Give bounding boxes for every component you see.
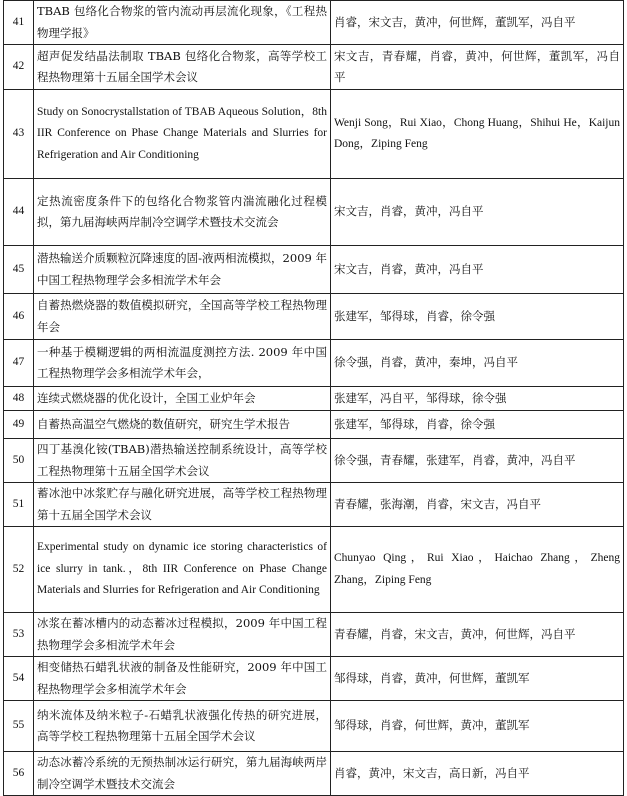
table-row — [4, 246, 624, 294]
paper-title: 冰浆在蓄冰槽内的动态蓄冰过程模拟，2009 年中国工程热物理学会多相流学术年会 — [34, 613, 331, 657]
paper-title: Experimental study on dynamic ice storing characteristics of ice slurry in tank.，8th IIR Conference on Phase Change Materials and Slurries for Refrigeration and Air Conditioning — [34, 527, 331, 613]
paper-authors: 张建军，冯自平，邹得球，徐令强 — [331, 387, 624, 411]
row-number: 50 — [4, 439, 34, 483]
table-row — [4, 613, 624, 657]
paper-authors: 徐令强，青春耀，张建军，肖睿，黄冲，冯自平 — [331, 439, 624, 483]
table-row — [4, 411, 624, 439]
table-row — [4, 90, 624, 179]
paper-authors: 张建军，邹得球，肖睿，徐令强 — [331, 294, 624, 340]
table-row — [4, 387, 624, 411]
table-row — [4, 483, 624, 527]
paper-authors: 宋文吉，青春耀，肖睿，黄冲，何世辉，董凯军，冯自平 — [331, 45, 624, 90]
row-number: 56 — [4, 752, 34, 796]
paper-title: 动态冰蓄冷系统的无预热制冰运行研究，第九届海峡两岸制冷空调学术暨技术交流会 — [34, 752, 331, 796]
table-row — [4, 527, 624, 613]
table-row — [4, 1, 624, 45]
paper-authors: 肖睿，黄冲，宋文吉，高日新，冯自平 — [331, 752, 624, 796]
paper-authors: 青春耀，张海潮，肖睿，宋文吉，冯自平 — [331, 483, 624, 527]
table-row — [4, 45, 624, 90]
row-number: 55 — [4, 701, 34, 752]
row-number: 51 — [4, 483, 34, 527]
table-row — [4, 701, 624, 752]
row-number: 52 — [4, 527, 34, 613]
paper-title: 四丁基溴化铵(TBAB)潜热输送控制系统设计，高等学校工程热物理第十五届全国学术会议 — [34, 439, 331, 483]
paper-title: 连续式燃烧器的优化设计，全国工业炉年会 — [34, 387, 331, 411]
paper-authors: Chunyao Qing，Rui Xiao，Haichao Zhang，Zheng Zhang，Ziping Feng — [331, 527, 624, 613]
row-number: 46 — [4, 294, 34, 340]
paper-authors: 肖睿，宋文吉，黄冲，何世辉，董凯军，冯自平 — [331, 1, 624, 45]
paper-title: 自蓄热高温空气燃烧的数值研究，研究生学术报告 — [34, 411, 331, 439]
paper-title: 纳米流体及纳米粒子-石蜡乳状液强化传热的研究进展，高等学校工程热物理第十五届全国学术会议 — [34, 701, 331, 752]
paper-title: 蓄冰池中冰浆贮存与融化研究进展，高等学校工程热物理第十五届全国学术会议 — [34, 483, 331, 527]
row-number: 47 — [4, 340, 34, 387]
paper-authors: 徐令强，肖睿，黄冲，秦坤，冯自平 — [331, 340, 624, 387]
paper-authors: 宋文吉，肖睿，黄冲，冯自平 — [331, 246, 624, 294]
paper-authors: Wenji Song，Rui Xiao，Chong Huang，Shihui He，Kaijun Dong，Ziping Feng — [331, 90, 624, 179]
paper-authors: 宋文吉，肖睿，黄冲，冯自平 — [331, 179, 624, 246]
row-number: 42 — [4, 45, 34, 90]
row-number: 44 — [4, 179, 34, 246]
paper-authors: 邹得球，肖睿，何世辉，黄冲，董凯军 — [331, 701, 624, 752]
publication-table — [3, 0, 624, 796]
row-number: 49 — [4, 411, 34, 439]
paper-authors: 张建军，邹得球，肖睿，徐令强 — [331, 411, 624, 439]
paper-title: 潜热输送介质颗粒沉降速度的固-液两相流模拟，2009 年中国工程热物理学会多相流学术年会 — [34, 246, 331, 294]
paper-title: TBAB 包络化合物浆的管内流动再层流化现象，《工程热物理学报》 — [34, 1, 331, 45]
table-row — [4, 752, 624, 796]
paper-authors: 青春耀，肖睿，宋文吉，黄冲，何世辉，冯自平 — [331, 613, 624, 657]
paper-authors: 邹得球，肖睿，黄冲，何世辉，董凯军 — [331, 657, 624, 701]
paper-title: 自蓄热燃烧器的数值模拟研究，全国高等学校工程热物理年会 — [34, 294, 331, 340]
table-row — [4, 179, 624, 246]
row-number: 48 — [4, 387, 34, 411]
table-row — [4, 294, 624, 340]
row-number: 45 — [4, 246, 34, 294]
paper-title: 一种基于模糊逻辑的两相流温度测控方法. 2009 年中国工程热物理学会多相流学术年会， — [34, 340, 331, 387]
row-number: 53 — [4, 613, 34, 657]
table-row — [4, 657, 624, 701]
row-number: 54 — [4, 657, 34, 701]
table-row — [4, 340, 624, 387]
paper-title: 定热流密度条件下的包络化合物浆管内湍流融化过程模拟，第九届海峡两岸制冷空调学术暨技术交流会 — [34, 179, 331, 246]
paper-title: 超声促发结晶法制取 TBAB 包络化合物浆，高等学校工程热物理第十五届全国学术会议 — [34, 45, 331, 90]
paper-title: Study on Sonocrystallstation of TBAB Aqueous Solution，8th IIR Conference on Phase Change Materials and Slurries for Refrigeration and Air Conditioning — [34, 90, 331, 179]
paper-title: 相变储热石蜡乳状液的制备及性能研究，2009 年中国工程热物理学会多相流学术年会 — [34, 657, 331, 701]
row-number: 43 — [4, 90, 34, 179]
row-number: 41 — [4, 1, 34, 45]
table-row — [4, 439, 624, 483]
